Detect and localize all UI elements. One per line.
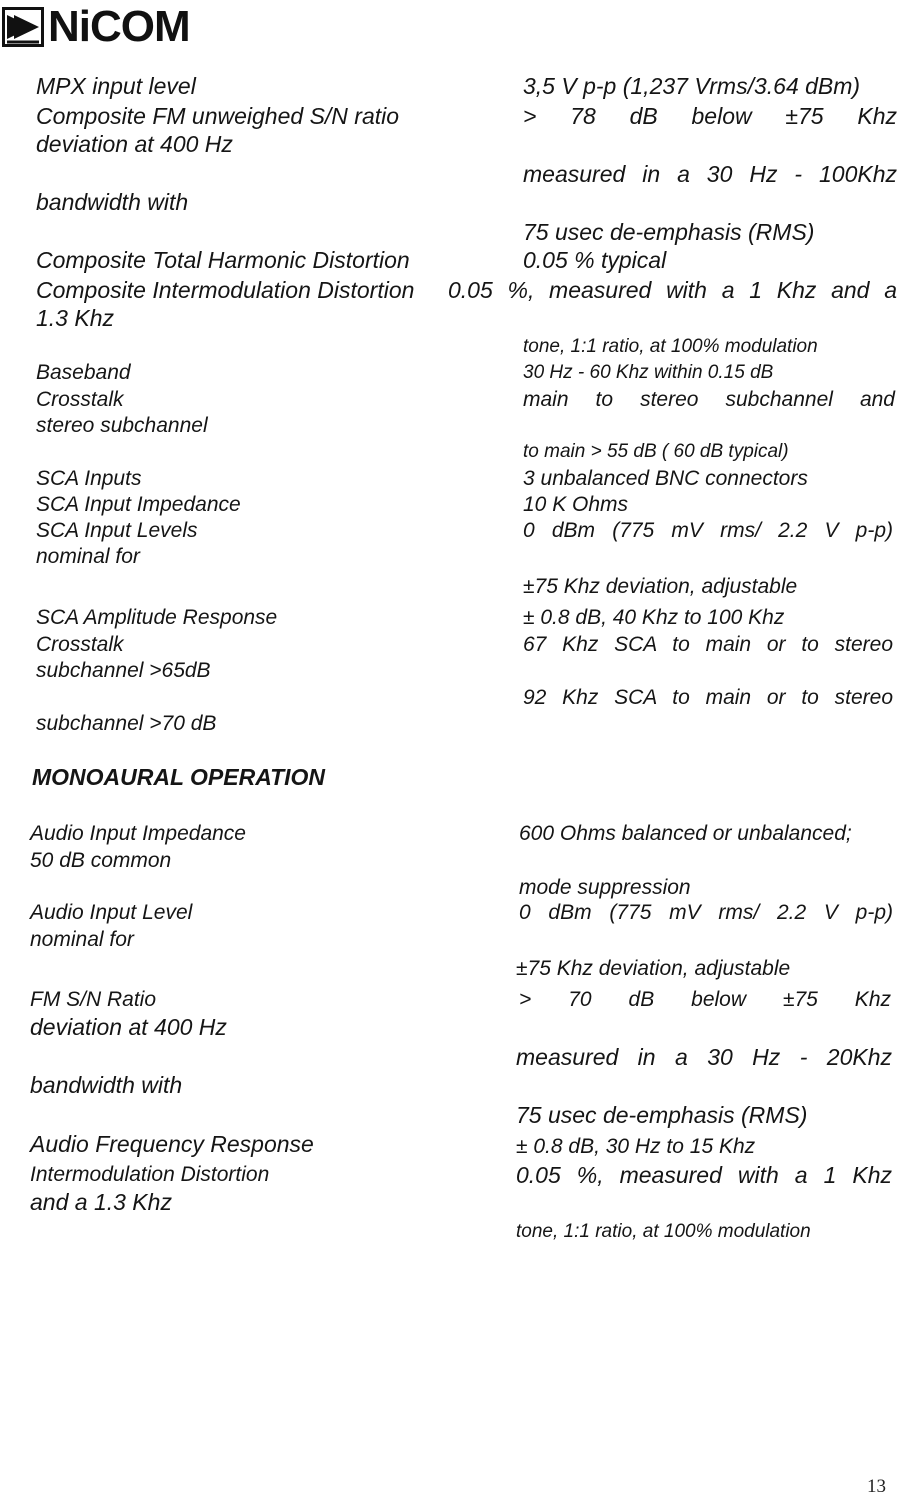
spec-value: 600 Ohms balanced or unbalanced; xyxy=(519,822,852,845)
spec-label: SCA Input Impedance xyxy=(36,493,241,516)
spec-value: ± 0.8 dB, 40 Khz to 100 Khz xyxy=(523,606,785,629)
spec-label: subchannel >65dB xyxy=(36,659,211,682)
spec-value: to main > 55 dB ( 60 dB typical) xyxy=(523,441,789,462)
spec-value: 0.05 % typical xyxy=(523,247,667,273)
spec-label: deviation at 400 Hz xyxy=(30,1014,227,1040)
spec-label: Crosstalk xyxy=(36,633,124,656)
spec-label: Audio Frequency Response xyxy=(30,1131,314,1157)
spec-label: bandwidth with xyxy=(36,189,189,215)
spec-label: bandwidth with xyxy=(30,1072,183,1098)
spec-label: stereo subchannel xyxy=(36,414,208,437)
spec-label: 1.3 Khz xyxy=(36,305,114,331)
spec-label: SCA Inputs xyxy=(36,467,142,490)
nicom-logo xyxy=(2,2,190,51)
spec-value: measured in a 30 Hz - 20Khz xyxy=(516,1044,892,1070)
spec-label: MPX input level xyxy=(36,73,196,99)
spec-label: subchannel >70 dB xyxy=(36,712,217,735)
spec-label: nominal for xyxy=(36,545,140,568)
spec-value: 0 dBm (775 mV rms/ 2.2 V p-p) xyxy=(523,519,893,542)
spec-label: nominal for xyxy=(30,928,134,951)
spec-value: 0 dBm (775 mV rms/ 2.2 V p-p) xyxy=(519,901,893,924)
spec-label: 50 dB common xyxy=(30,849,172,872)
spec-value: 3,5 V p-p (1,237 Vrms/3.64 dBm) xyxy=(523,73,861,99)
spec-value: measured in a 30 Hz - 100Khz xyxy=(523,161,897,187)
page-number: 13 xyxy=(867,1476,886,1497)
spec-label: Crosstalk xyxy=(36,388,124,411)
spec-label: and a 1.3 Khz xyxy=(30,1189,172,1215)
spec-value: 0.05 %, measured with a 1 Khz and a xyxy=(448,277,897,303)
spec-value: main to stereo subchannel and xyxy=(523,388,895,411)
spec-label: SCA Input Levels xyxy=(36,519,198,542)
spec-label: Audio Input Level xyxy=(30,901,193,924)
spec-value: tone, 1:1 ratio, at 100% modulation xyxy=(523,336,818,357)
spec-label: Baseband xyxy=(36,361,131,384)
nicom-logo-icon xyxy=(2,7,44,47)
spec-value: 0.05 %, measured with a 1 Khz xyxy=(516,1162,892,1188)
section-heading: MONOAURAL OPERATION xyxy=(32,764,326,790)
brand-name: NiCOM xyxy=(48,2,190,51)
spec-value: ± 0.8 dB, 30 Hz to 15 Khz xyxy=(516,1135,756,1158)
spec-value: 92 Khz SCA to main or to stereo xyxy=(523,686,893,709)
spec-label: Intermodulation Distortion xyxy=(30,1163,270,1186)
spec-value: ±75 Khz deviation, adjustable xyxy=(523,575,798,598)
spec-label: deviation at 400 Hz xyxy=(36,131,233,157)
spec-value: 75 usec de-emphasis (RMS) xyxy=(516,1102,808,1128)
spec-value: tone, 1:1 ratio, at 100% modulation xyxy=(516,1221,811,1242)
spec-value: 67 Khz SCA to main or to stereo xyxy=(523,633,893,656)
spec-value: 3 unbalanced BNC connectors xyxy=(523,467,808,490)
spec-label: Composite FM unweighed S/N ratio xyxy=(36,103,400,129)
spec-label: Audio Input Impedance xyxy=(30,822,246,845)
spec-value: 75 usec de-emphasis (RMS) xyxy=(523,219,815,245)
spec-value: mode suppression xyxy=(519,876,691,899)
spec-value: > 78 dB below ±75 Khz xyxy=(523,103,897,129)
spec-value: > 70 dB below ±75 Khz xyxy=(519,988,891,1011)
spec-label: Composite Total Harmonic Distortion xyxy=(36,247,410,273)
spec-label: SCA Amplitude Response xyxy=(36,606,278,629)
spec-value: ±75 Khz deviation, adjustable xyxy=(516,957,791,980)
spec-label: FM S/N Ratio xyxy=(30,988,157,1011)
spec-value: 30 Hz - 60 Khz within 0.15 dB xyxy=(523,362,774,383)
spec-value: 10 K Ohms xyxy=(523,493,629,516)
spec-label: Composite Intermodulation Distortion xyxy=(36,277,415,303)
